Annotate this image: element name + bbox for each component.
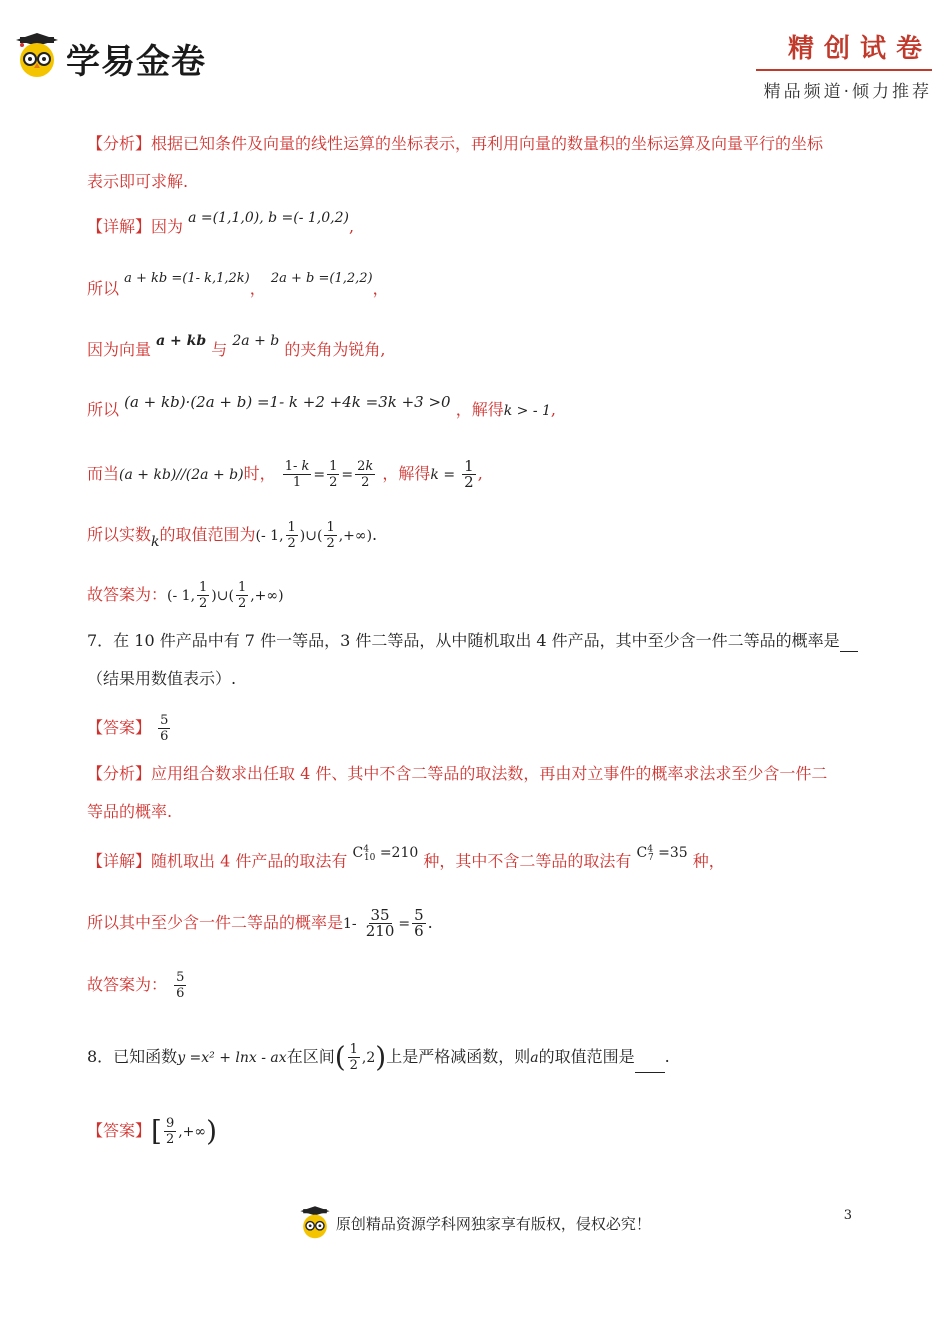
analysis-text: 根据已知条件及向量的线性运算的坐标表示，再利用向量的数量积的坐标运算及向量平行的坐标 — [151, 134, 824, 153]
fraction: $\frac{1}{2}$ — [464, 457, 474, 491]
fraction: $\frac{1}{2}$ — [349, 1042, 358, 1073]
q6-analysis-line1 — [87, 133, 823, 155]
answer-tag: 【答案】 — [87, 718, 152, 737]
answer-tag: 【答案】 — [87, 1121, 152, 1140]
q6-answer-line: 故答案为：(- 1, $\frac{1}{2}$ )∪( $\frac{1}{2}$ ,+∞) — [87, 580, 284, 611]
fraction: $\frac{2k}{2}$ — [357, 459, 374, 490]
q7-analysis-line2 — [87, 801, 172, 823]
math-expression: 2a + b =(1,2,2) — [270, 271, 373, 286]
math-expression: a + kb — [156, 333, 207, 349]
q7-analysis-line1 — [87, 763, 827, 785]
q7-final-answer — [87, 970, 188, 1001]
question-text: （结果用数值表示）. — [87, 669, 237, 688]
fraction: $\frac{1}{2}$ — [326, 520, 335, 551]
detail-tag: 【详解】 — [87, 851, 152, 871]
detail-text: 的取值范围为 — [159, 525, 256, 544]
math-expression: 2a + b — [232, 333, 280, 349]
answer-blank — [840, 635, 858, 652]
brand-title: 精创试卷 — [787, 34, 932, 64]
detail-text: 所以 — [87, 400, 120, 419]
question-text: 的取值范围是 — [538, 1047, 635, 1066]
question-text: 8．已知函数 — [87, 1047, 178, 1066]
vector-expression: a =(1,1,0), b =(- 1,0,2) — [188, 210, 349, 226]
copyright-text: 原创精品资源学科网独家享有版权，侵权必究！ — [335, 1215, 651, 1233]
detail-text: 所以实数 — [87, 525, 152, 544]
fraction: $\frac{1}{2}$ — [287, 520, 296, 551]
fraction: $\frac{5}{6}$ — [176, 970, 185, 1001]
detail-text: 而当 — [87, 464, 120, 483]
math-variable: k — [151, 534, 160, 550]
math-expression: k = — [430, 467, 456, 483]
answer-label: 故答案为： — [87, 585, 168, 604]
detail-text: 与 — [211, 340, 228, 359]
q8-answer: 【答案】[ $\frac{9}{2}$ ,+∞) — [87, 1114, 218, 1148]
analysis-text: 应用组合数求出任取 4 件、其中不含二等品的取法数，再由对立事件的概率求法求至少含一件二 — [151, 764, 828, 783]
math-variable: a — [530, 1050, 539, 1066]
detail-text: 时， — [243, 464, 276, 483]
fraction: $\frac{1}{2}$ — [237, 580, 247, 611]
fraction: $\frac{1}{2}$ — [329, 459, 338, 490]
brand-block — [756, 28, 932, 102]
detail-text: 所以 — [87, 279, 120, 298]
brand-subtitle: 精品频道·倾力推荐 — [763, 82, 932, 102]
fraction: $\frac{35}{210}$ — [365, 906, 395, 940]
fraction: $\frac{5}{6}$ — [160, 713, 169, 744]
owl-mascot-icon — [299, 1206, 331, 1244]
q7-stem-line2 — [87, 668, 236, 690]
q7-detail-line2: 所以其中至少含一件二等品的概率是1- $\frac{35}{210}$ = $\frac{5}{6}$ . — [87, 906, 433, 940]
math-expression: (a + kb)·(2a + b) =1- k +2 +4k =3k +3 >0 — [124, 393, 451, 411]
q7-answer — [87, 713, 172, 744]
logo-text: 学易金卷 — [66, 41, 206, 82]
footer — [0, 1206, 950, 1244]
answer-label: 故答案为： — [87, 975, 168, 994]
fraction: $\frac{1- k}{1}$ — [284, 459, 310, 490]
math-expression: = — [398, 916, 411, 932]
detail-text: ，解得 — [382, 464, 431, 483]
combination-expression: $C^4_7 =35$ — [636, 844, 688, 864]
analysis-text: 表示即可求解. — [87, 172, 189, 191]
detail-text: 因为向量 — [87, 340, 152, 359]
detail-tag: 【详解】 — [87, 217, 152, 236]
q8-stem: 8．已知函数y =x² + lnx - ax在区间( $\frac{1}{2}$ ,2)上是严格减函数，则a的取值范围是 . — [87, 1040, 670, 1074]
question-text: 7．在 10 件产品中有 7 件一等品，3 件二等品，从中随机取出 4 件产品，其中至少含一件二等品的概率是 — [87, 631, 840, 650]
q6-detail-line3 — [87, 333, 386, 362]
analysis-tag: 【分析】 — [87, 134, 152, 153]
analysis-tag: 【分析】 — [87, 764, 152, 783]
logo — [14, 30, 206, 86]
fraction: $\frac{9}{2}$ — [165, 1116, 175, 1147]
detail-text: 因为 — [151, 217, 184, 236]
detail-text: 种，其中不含二等品的取法有 — [423, 851, 632, 871]
detail-text: 随机取出 4 件产品的取法有 — [151, 851, 348, 871]
detail-text: 的夹角为锐角, — [284, 340, 386, 359]
answer-blank — [635, 1056, 665, 1073]
analysis-text: 等品的概率. — [87, 802, 173, 821]
q7-stem-line1 — [87, 630, 858, 652]
q6-detail-line1: 【详解】因为 a =(1,1,0), b =(- 1,0,2), — [87, 210, 355, 236]
q6-detail-line5: 而当(a + kb)//(2a + b)时， $\frac{1- k}{1}$ = $\frac{1}{2}$ = $\frac{2k}{2}$ ，解得k = $\frac{1}{2}$ , — [87, 457, 483, 491]
question-text: 在区间 — [286, 1047, 335, 1066]
owl-mascot-icon — [14, 33, 60, 83]
brand-divider — [756, 69, 932, 71]
detail-text: 所以其中至少含一件二等品的概率是 — [87, 913, 344, 932]
question-text: 上是严格减函数，则 — [386, 1047, 531, 1066]
combination-expression: $C^4_{10} =210$ — [352, 844, 419, 864]
fraction: $\frac{5}{6}$ — [414, 906, 424, 940]
page-number: 3 — [843, 1208, 852, 1223]
q7-detail-line1 — [87, 844, 725, 879]
math-expression: k > - 1 — [503, 403, 551, 419]
q6-detail-line2: 所以 $^{a + kb =(1- k,1,2k)}$， $^{2a + b =(1,2,2)}$， — [87, 271, 389, 298]
math-expression: 1- — [343, 916, 357, 932]
math-expression: (a + kb)//(2a + b) — [119, 467, 244, 483]
function-expression: y =x² + lnx - ax — [177, 1050, 287, 1066]
detail-text: ，解得 — [455, 400, 504, 419]
detail-text: 种， — [692, 851, 725, 871]
q6-detail-line4: 所以 (a + kb)·(2a + b) =1- k +2 +4k =3k +3 >0 ，解得k > - 1, — [87, 393, 557, 419]
fraction: $\frac{1}{2}$ — [199, 580, 208, 611]
q6-analysis-line2 — [87, 171, 188, 193]
math-expression: a + kb =(1- k,1,2k) — [124, 271, 250, 286]
q6-detail-line6: 所以实数k的取值范围为(- 1, $\frac{1}{2}$ )∪( $\frac{1}{2}$ ,+∞). — [87, 520, 378, 551]
